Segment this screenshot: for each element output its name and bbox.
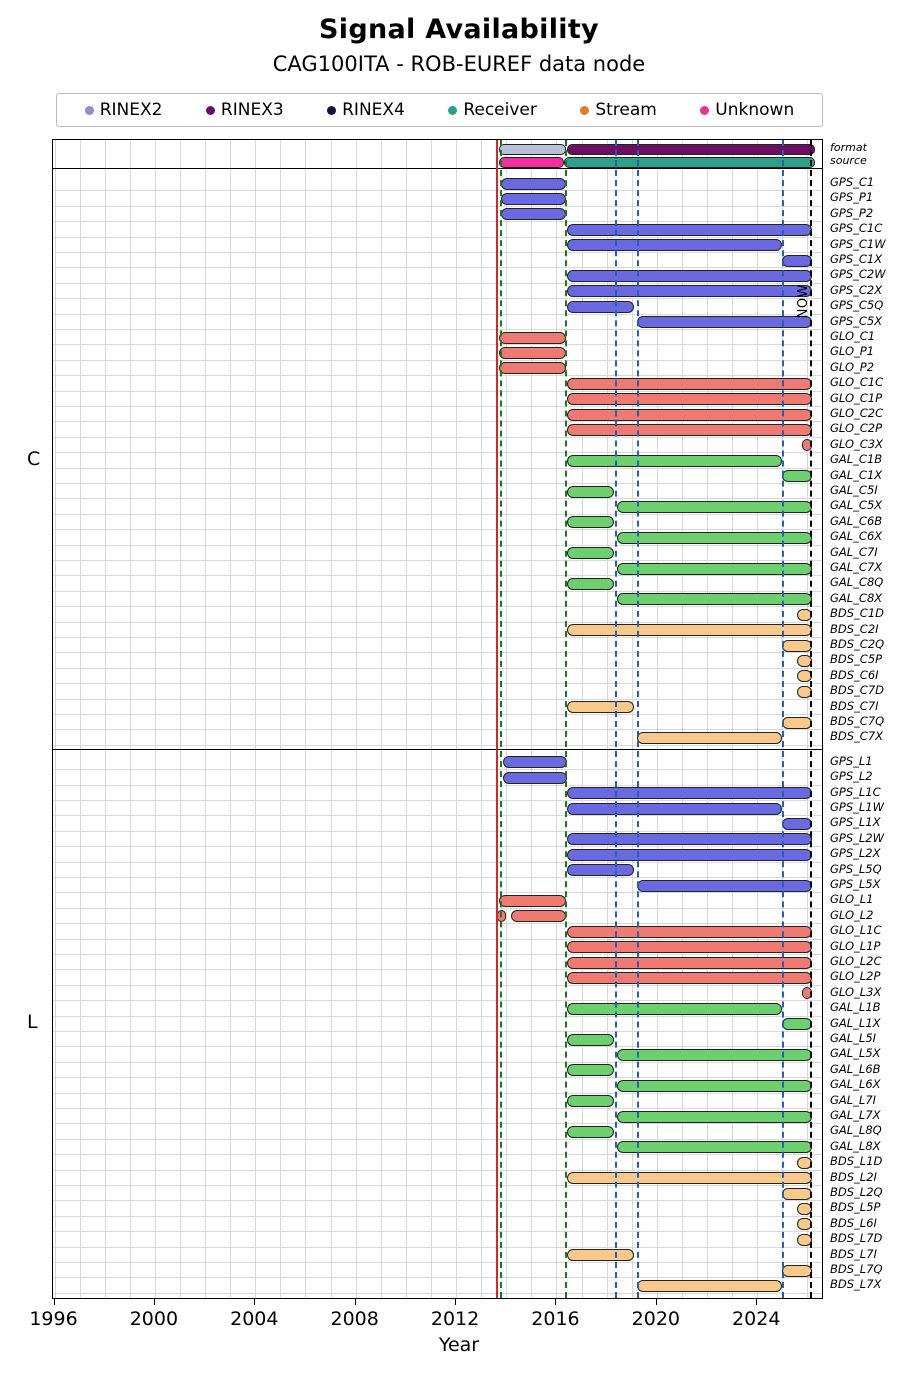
meta-bar	[499, 157, 564, 168]
grid-line-horizontal	[53, 1277, 822, 1278]
signal-row-label: BDS_L7Q	[830, 1262, 883, 1276]
grid-line-horizontal	[53, 985, 822, 986]
legend-label: RINEX2	[99, 100, 163, 120]
signal-row-label: GAL_L5X	[830, 1046, 881, 1061]
grid-line-horizontal	[53, 344, 822, 345]
signal-row-label: GPS_C1C	[830, 221, 883, 236]
x-tick-mark	[254, 1299, 255, 1305]
grid-line-horizontal	[53, 831, 822, 832]
legend-label: Stream	[595, 100, 657, 120]
legend-swatch-icon	[700, 106, 709, 115]
signal-row-label: GAL_L6X	[830, 1077, 881, 1092]
signal-row-label: GAL_C8Q	[830, 575, 884, 590]
signal-row-label: GAL_L7X	[830, 1108, 881, 1122]
grid-line-horizontal	[53, 329, 822, 330]
event-line	[565, 140, 567, 1298]
grid-line-horizontal	[53, 969, 822, 970]
timeline-bar	[567, 1172, 813, 1184]
grid-line-horizontal	[53, 954, 822, 955]
grid-line-horizontal	[53, 560, 822, 561]
grid-line-horizontal	[53, 622, 822, 623]
timeline-bar	[499, 347, 567, 359]
timeline-bar	[501, 193, 566, 205]
event-line	[500, 140, 502, 1298]
signal-row-label: GAL_L7I	[830, 1092, 877, 1107]
grid-line-horizontal	[53, 729, 822, 730]
grid-line-horizontal	[53, 637, 822, 638]
grid-line-horizontal	[53, 252, 822, 253]
timeline-bar	[637, 1280, 783, 1292]
x-tick-mark	[455, 1299, 456, 1305]
grid-line-horizontal	[53, 683, 822, 684]
signal-row-label: GLO_P1	[830, 344, 875, 359]
grid-line-horizontal	[53, 237, 822, 238]
signal-row-label: GLO_C1P	[830, 390, 883, 405]
legend-item[interactable]	[700, 100, 794, 120]
grid-line-horizontal	[53, 468, 822, 469]
grid-line-horizontal	[53, 1154, 822, 1155]
grid-line-horizontal	[53, 862, 822, 863]
signal-row-label: BDS_L5P	[830, 1200, 881, 1215]
signal-row-label: GPS_L1C	[830, 784, 881, 799]
signal-row-label: GPS_C1X	[830, 252, 883, 266]
grid-line-horizontal	[53, 785, 822, 786]
signal-row-label: GPS_C5X	[830, 313, 883, 328]
signal-row-label: GAL_L8Q	[830, 1123, 882, 1138]
signal-row-label: GAL_C1B	[830, 452, 883, 467]
grid-line-horizontal	[53, 606, 822, 607]
grid-line-horizontal	[53, 769, 822, 770]
event-line	[637, 140, 639, 1298]
signal-row-label: BDS_C7Q	[830, 714, 885, 728]
timeline-bar	[567, 424, 813, 436]
grid-line-horizontal	[53, 652, 822, 653]
timeline-bar	[782, 470, 812, 482]
grid-line-horizontal	[53, 298, 822, 299]
x-axis-title: Year	[438, 1334, 480, 1356]
grid-line-horizontal	[53, 1016, 822, 1017]
legend-swatch-icon	[327, 106, 336, 115]
signal-row-label: BDS_L7X	[830, 1277, 882, 1292]
grid-line-horizontal	[53, 1262, 822, 1263]
signal-row-label: BDS_C7I	[830, 698, 879, 713]
timeline-bar	[567, 1034, 615, 1046]
grid-line-horizontal	[53, 1200, 822, 1201]
meta-bar	[499, 144, 567, 155]
x-tick-mark	[756, 1299, 757, 1305]
legend-item[interactable]	[580, 100, 657, 120]
signal-row-label: GAL_C1X	[830, 467, 883, 482]
grid-line-horizontal	[53, 1231, 822, 1232]
timeline-bar	[567, 849, 813, 861]
page-subtitle: CAG100ITA - ROB-EUREF data node	[272, 52, 646, 76]
signal-row-label: GLO_L2C	[830, 954, 882, 968]
timeline-bar	[499, 332, 567, 344]
x-tick-label: 2012	[430, 1308, 480, 1330]
grid-line-horizontal	[53, 668, 822, 669]
band-label: C	[27, 447, 41, 470]
legend-swatch-icon	[580, 106, 589, 115]
grid-line-horizontal	[53, 846, 822, 847]
legend-label: Receiver	[463, 100, 537, 120]
grid-line-horizontal	[53, 421, 822, 422]
event-line	[782, 140, 784, 1298]
timeline-bar	[567, 1095, 615, 1107]
signal-row-label: BDS_C7X	[830, 729, 884, 744]
signal-row-label: GAL_C7X	[830, 560, 883, 574]
signal-row-label: GAL_C7I	[830, 544, 878, 559]
signal-row-label: GPS_P1	[830, 190, 874, 205]
grid-line-horizontal	[53, 877, 822, 878]
legend-label: RINEX3	[220, 100, 284, 120]
grid-line-horizontal	[53, 545, 822, 546]
grid-line-horizontal	[53, 1000, 822, 1001]
x-tick-label: 2016	[531, 1308, 580, 1330]
grid-line-horizontal	[53, 575, 822, 576]
timeline-bar	[782, 255, 812, 267]
signal-row-label: GLO_L2P	[830, 969, 881, 984]
grid-line-horizontal	[53, 714, 822, 715]
signal-row-label: GPS_L5X	[830, 877, 881, 891]
signal-row-label: GAL_L1B	[830, 1000, 881, 1015]
timeline-bar	[567, 393, 813, 405]
band-separator	[53, 749, 822, 750]
timeline-bar	[567, 1003, 783, 1015]
timeline-bar	[782, 1265, 812, 1277]
grid-line-horizontal	[53, 815, 822, 816]
x-tick-label: 2024	[732, 1308, 781, 1330]
timeline-bar	[499, 362, 567, 374]
signal-row-label: GAL_L6B	[830, 1061, 881, 1076]
timeline-bar	[567, 926, 813, 938]
signal-row-label: GPS_L2	[830, 769, 873, 784]
signal-row-label: GLO_C3X	[830, 436, 883, 451]
signal-row-label: GLO_L1C	[830, 923, 882, 938]
signal-row-label: GPS_L2W	[830, 830, 884, 845]
signal-row-label: BDS_L7I	[830, 1246, 877, 1261]
signal-row-label: GPS_C5Q	[830, 298, 884, 313]
timeline-bar	[782, 640, 812, 652]
x-tick-mark	[355, 1299, 356, 1305]
timeline-bar	[567, 972, 813, 984]
timeline-bar	[567, 409, 813, 421]
timeline-bar	[567, 787, 813, 799]
signal-row-label: GLO_C1	[830, 329, 876, 343]
grid-line-horizontal	[53, 1216, 822, 1217]
timeline-bar	[499, 895, 567, 907]
grid-line-horizontal	[53, 1123, 822, 1124]
band-label: L	[27, 1011, 38, 1034]
timeline-bar	[782, 1018, 812, 1030]
timeline-bar	[501, 178, 566, 190]
x-tick-mark	[54, 1299, 55, 1305]
timeline-bar	[637, 316, 813, 328]
signal-row-label: GLO_L3X	[830, 984, 882, 999]
signal-row-label: BDS_C2I	[830, 621, 879, 636]
signal-row-label: GLO_L1	[830, 892, 874, 907]
signal-row-label: GAL_C5I	[830, 483, 878, 497]
legend-swatch-icon	[85, 106, 94, 115]
grid-line-horizontal	[53, 1062, 822, 1063]
signal-row-label: BDS_L6I	[830, 1215, 877, 1230]
signal-row-label: BDS_C1D	[830, 606, 884, 621]
timeline-bar	[567, 270, 813, 282]
signal-row-label: GLO_C2P	[830, 421, 883, 436]
grid-line-horizontal	[53, 892, 822, 893]
timeline-bar	[567, 378, 813, 390]
grid-line-horizontal	[53, 1185, 822, 1186]
timeline-bar	[501, 208, 566, 220]
grid-line-horizontal	[53, 699, 822, 700]
signal-row-label: BDS_C5P	[830, 652, 883, 667]
signal-row-label: BDS_L2I	[830, 1169, 877, 1184]
grid-line-horizontal	[53, 1077, 822, 1078]
signal-row-label: BDS_C2Q	[830, 637, 885, 651]
signal-row-label: GAL_C6X	[830, 529, 883, 544]
signal-row-label: GPS_L2X	[830, 846, 881, 861]
timeline-bar	[567, 224, 813, 236]
signal-row-label: GLO_C1C	[830, 375, 884, 390]
signal-row-label: BDS_L1D	[830, 1154, 883, 1169]
timeline-bar	[503, 756, 567, 768]
signal-row-label: BDS_C6I	[830, 667, 879, 682]
grid-line-horizontal	[53, 360, 822, 361]
signal-row-label: GPS_C2W	[830, 267, 886, 282]
grid-line-horizontal	[53, 800, 822, 801]
legend-item[interactable]	[448, 100, 537, 120]
event-line	[615, 140, 617, 1298]
signal-row-label: BDS_C7D	[830, 683, 884, 698]
legend-item[interactable]	[327, 100, 405, 120]
grid-line-horizontal	[53, 1031, 822, 1032]
x-tick-mark	[555, 1299, 556, 1305]
legend-item[interactable]	[85, 100, 163, 120]
timeline-bar	[567, 301, 635, 313]
signal-row-label: GLO_L1P	[830, 938, 881, 953]
grid-line-horizontal	[53, 939, 822, 940]
timeline-bar	[567, 701, 635, 713]
signal-row-label: GPS_L1W	[830, 800, 884, 814]
grid-line-horizontal	[53, 190, 822, 191]
grid-line-horizontal	[53, 1046, 822, 1047]
grid-line-horizontal	[53, 1108, 822, 1109]
meta-row-label: format	[830, 141, 867, 154]
timeline-bar	[567, 239, 783, 251]
signal-row-label: GLO_P2	[830, 359, 875, 374]
meta-row-label: source	[830, 154, 867, 167]
signal-row-label: GLO_C2C	[830, 406, 884, 420]
legend-swatch-icon	[448, 106, 457, 115]
timeline-bar	[567, 285, 813, 297]
grid-line-horizontal	[53, 908, 822, 909]
timeline-bar	[637, 732, 783, 744]
x-tick-label: 2000	[129, 1308, 179, 1330]
meta-bar	[564, 157, 815, 168]
grid-line-horizontal	[53, 406, 822, 407]
grid-line-horizontal	[53, 498, 822, 499]
meta-bar	[567, 144, 815, 155]
grid-line-horizontal	[53, 1139, 822, 1140]
x-tick-label: 2004	[230, 1308, 279, 1330]
grid-line-horizontal	[53, 221, 822, 222]
signal-row-label: GPS_L1X	[830, 815, 881, 830]
timeline-bar	[503, 772, 567, 784]
signal-row-label: GPS_C1W	[830, 236, 886, 251]
timeline-bar	[782, 717, 812, 729]
chart-legend	[56, 93, 823, 127]
grid-line-horizontal	[53, 1247, 822, 1248]
signal-row-label: GPS_L5Q	[830, 861, 882, 876]
signal-row-label: GAL_L5I	[830, 1031, 877, 1045]
signal-row-label: GAL_C6B	[830, 513, 883, 528]
grid-line-horizontal	[53, 391, 822, 392]
event-line	[496, 140, 498, 1298]
timeline-bar	[637, 880, 813, 892]
legend-label: RINEX4	[342, 100, 405, 120]
grid-line-horizontal	[53, 591, 822, 592]
signal-row-label: GAL_C5X	[830, 498, 883, 513]
timeline-bar	[567, 1126, 615, 1138]
signal-row-label: GAL_L1X	[830, 1015, 881, 1030]
timeline-bar	[567, 1064, 615, 1076]
grid-line-horizontal	[53, 267, 822, 268]
grid-line-horizontal	[53, 437, 822, 438]
timeline-bar	[567, 486, 615, 498]
signal-row-label: GLO_L2	[830, 907, 874, 922]
grid-line-horizontal	[53, 314, 822, 315]
timeline-bar	[567, 578, 615, 590]
now-marker-label: NOW	[795, 284, 811, 319]
timeline-bar	[567, 547, 615, 559]
grid-line-horizontal	[53, 1170, 822, 1171]
timeline-bar	[567, 624, 813, 636]
x-tick-label: 2020	[631, 1308, 681, 1330]
signal-row-label: GAL_L8X	[830, 1138, 881, 1153]
grid-line-horizontal	[53, 1293, 822, 1294]
timeline-bar	[567, 864, 635, 876]
grid-line-horizontal	[53, 745, 822, 746]
band-separator	[53, 168, 822, 169]
signal-row-label: GPS_C2X	[830, 282, 883, 297]
grid-line-horizontal	[53, 529, 822, 530]
signal-row-label: GAL_C8X	[830, 590, 883, 605]
x-tick-mark	[656, 1299, 657, 1305]
grid-line-horizontal	[53, 452, 822, 453]
x-tick-label: 1996	[29, 1308, 78, 1330]
grid-line-horizontal	[53, 923, 822, 924]
grid-line-horizontal	[53, 206, 822, 207]
timeline-bar	[511, 910, 566, 922]
timeline-bar	[567, 516, 615, 528]
timeline-bar	[567, 957, 813, 969]
signal-row-label: GPS_C1	[830, 175, 875, 189]
page-title: Signal Availability	[319, 14, 599, 45]
timeline-bar	[782, 1188, 812, 1200]
signal-row-label: BDS_L2Q	[830, 1185, 883, 1199]
legend-swatch-icon	[206, 106, 215, 115]
grid-line-horizontal	[53, 375, 822, 376]
x-tick-label: 2008	[330, 1308, 379, 1330]
grid-line-horizontal	[53, 283, 822, 284]
timeline-bar	[782, 818, 812, 830]
grid-line-horizontal	[53, 514, 822, 515]
timeline-bar	[567, 455, 783, 467]
x-tick-mark	[154, 1299, 155, 1305]
grid-line-horizontal	[53, 1093, 822, 1094]
timeline-bar	[567, 1249, 635, 1261]
legend-item[interactable]	[206, 100, 284, 120]
chart-plot-area	[52, 139, 823, 1299]
signal-row-label: GPS_P2	[830, 205, 874, 220]
timeline-bar	[567, 833, 813, 845]
grid-line-horizontal	[53, 483, 822, 484]
legend-label: Unknown	[715, 100, 795, 120]
signal-row-label: BDS_L7D	[830, 1231, 883, 1246]
timeline-bar	[567, 941, 813, 953]
signal-row-label: GPS_L1	[830, 753, 873, 768]
timeline-bar	[567, 803, 783, 815]
